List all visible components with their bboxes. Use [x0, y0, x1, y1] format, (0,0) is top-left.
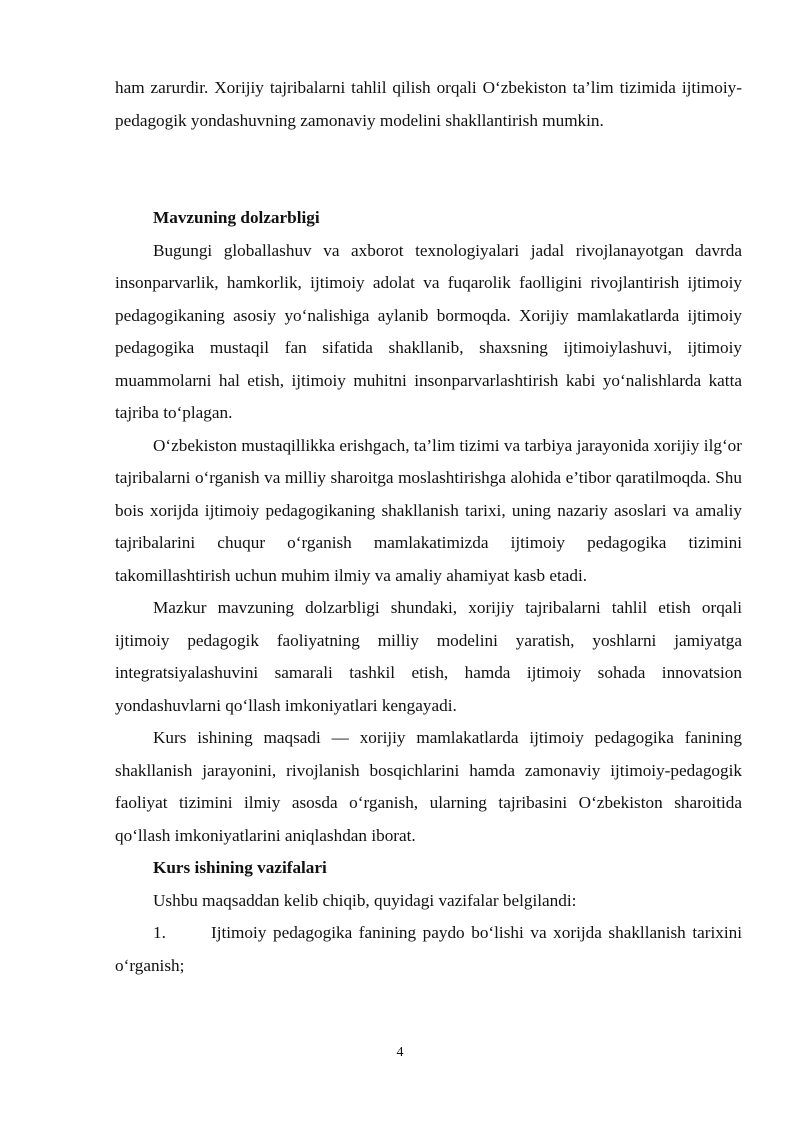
section-gap	[115, 137, 742, 202]
tasks-intro-paragraph: Ushbu maqsaddan kelib chiqib, quyidagi vazifalar belgilandi:	[153, 890, 577, 910]
intro-continuation-paragraph: ham zarurdir. Xorijiy tajribalarni tahlil qilish orqali O‘zbekiston ta’lim tizimida ijtimoiy-pedagogik yondashuvning zamonaviy modelini shakllantirish mumkin.	[115, 78, 742, 130]
body-paragraph: Mazkur mavzuning dolzarbligi shundaki, xorijiy tajribalarni tahlil etish orqali ijtimoiy pedagogik faoliyatning milliy modelini yaratish, yoshlarni jamiyatga integratsiyalashuvini samarali tashkil etish, hamda ijtimoiy sohada innovatsion yondashuvlarni qo‘llash imkoniyatlari kengayadi.	[115, 598, 742, 715]
task-number: 1.	[153, 923, 166, 942]
section-heading-relevance: Mavzuning dolzarbligi	[153, 208, 320, 227]
body-paragraph: Kurs ishining maqsadi — xorijiy mamlakatlarda ijtimoiy pedagogika fanining shakllanish jarayonini, rivojlanish bosqichlarini hamda zamonaviy ijtimoiy-pedagogik faoliyat tizimini ilmiy asosda o‘rganish, ularning tajribasini O‘zbekiston sharoitida qo‘llash imkoniyatlarini aniqlashdan iborat.	[115, 728, 742, 845]
body-paragraph: O‘zbekiston mustaqillikka erishgach, ta’lim tizimi va tarbiya jarayonida xorijiy ilg‘or tajribalarni o‘rganish va milliy sharoitga moslashtirishga alohida e’tibor qaratilmoqda. Shu bois xorijda ijtimoiy pedagogikaning shakllanish tarixi, uning nazariy asoslari va amaliy tajribalarini chuqur o‘rganish mamlakatimizda ijtimoiy pedagogika tizimini takomillashtirish uchun muhim ilmiy va amaliy ahamiyat kasb etadi.	[115, 435, 742, 585]
section-heading-tasks: Kurs ishining vazifalari	[153, 858, 327, 877]
page-content	[115, 72, 742, 982]
body-paragraph: Bugungi globallashuv va axborot texnologiyalari jadal rivojlanayotgan davrda insonparvarlik, hamkorlik, ijtimoiy adolat va fuqarolik faolligini rivojlantirish ijtimoiy pedagogikaning asosiy yo‘nalishiga aylanib bormoqda. Xorijiy mamlakatlarda ijtimoiy pedagogika mustaqil fan sifatida shakllanib, shaxsning ijtimoiylashuvi, ijtimoiy muammolarni hal etish, ijtimoiy muhitni insonparvarlashtirish kabi yo‘nalishlarda katta tajriba to‘plagan.	[115, 240, 742, 422]
page-number: 4	[396, 1045, 404, 1060]
task-list-item	[115, 917, 742, 982]
task-text: Ijtimoiy pedagogika fanining paydo bo‘lishi va xorijda shakllanish tarixini o‘rganish;	[115, 923, 742, 975]
